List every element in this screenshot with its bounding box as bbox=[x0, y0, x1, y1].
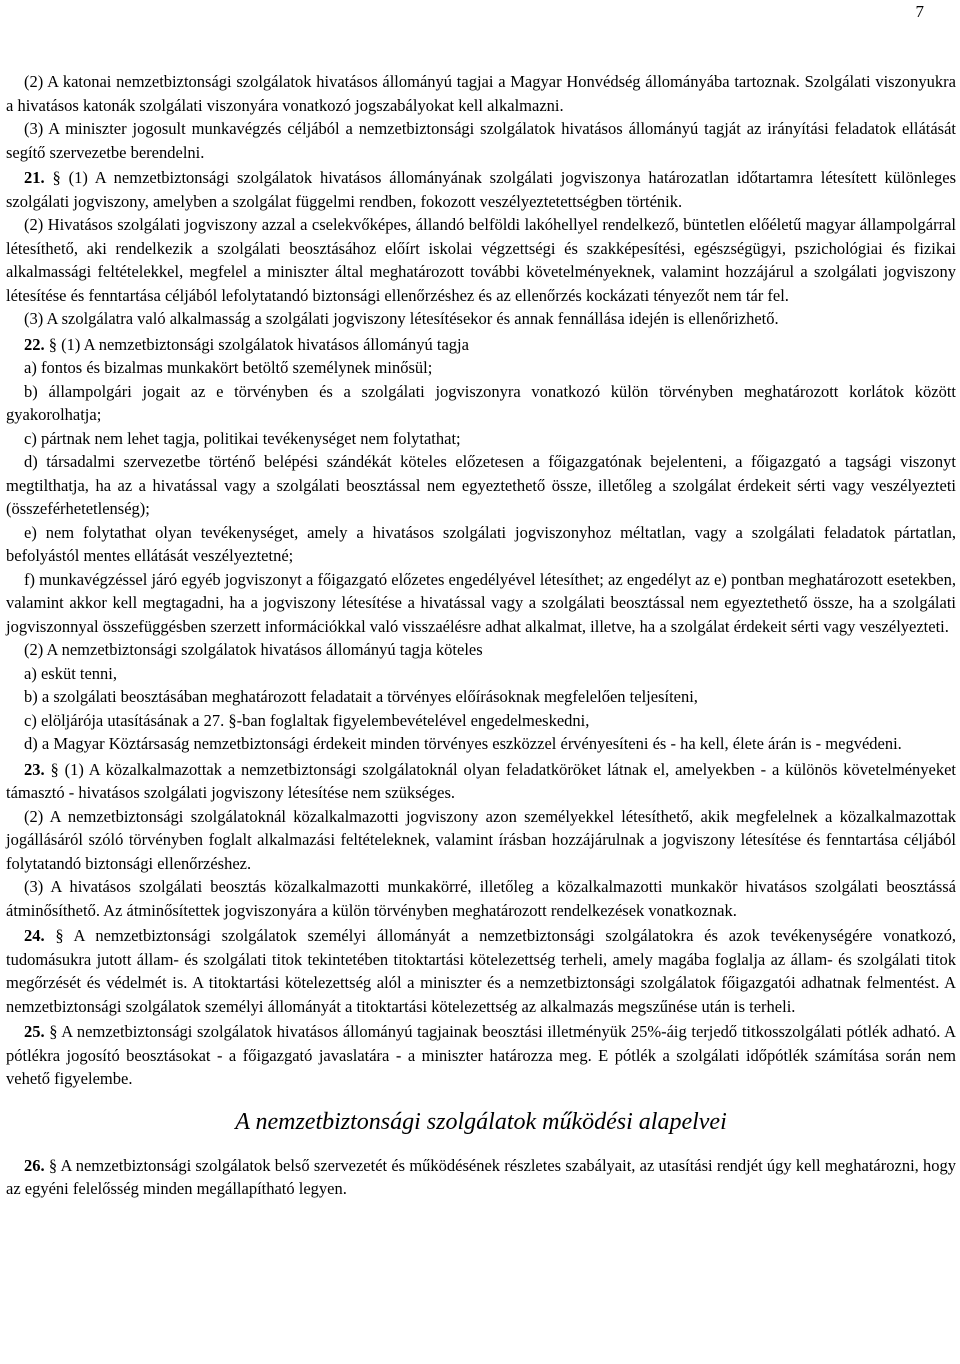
paragraph-text: (3) A hivatásos szolgálati beosztás közalkalmazotti munkakörré, illetőleg a közalkalmazotti munkakör hivatásos szolgálati beosztássá átminősíthető. Az átminősítettek jogviszonyára a külön törvényben meghatározott rendelkezések vonatkoznak. bbox=[6, 877, 956, 920]
paragraph-list bbox=[6, 70, 956, 1091]
paragraph bbox=[6, 875, 956, 922]
paragraph-text: c) elöljárója utasításának a 27. §-ban foglaltak figyelembevételével engedelmeskedni, bbox=[24, 710, 590, 730]
paragraph bbox=[6, 924, 956, 1018]
paragraph bbox=[6, 333, 956, 357]
paragraph bbox=[6, 709, 956, 733]
paragraph-text: § A nemzetbiztonsági szolgálatok hivatásos állományú tagjainak beosztási illetményük 25%-áig terjedő titkosszolgálati pótlék adható. A pótlékra jogosító beosztásokat - a főigazgató javaslatára - a miniszter határozza meg. E pótlék a szolgálati időpótlék számítása során nem vehető figyelembe. bbox=[6, 1022, 957, 1088]
paragraph bbox=[6, 758, 956, 805]
paragraph-text: § A nemzetbiztonsági szolgálatok személyi állományát a nemzetbiztonsági szolgálatokra és azok tevékenységére vonatkozó, tudomásukra jutott állam- és szolgálati titok tekintetében titoktartási kötelezettség terheli, amely magába foglalja az állam- és szolgálati titok megőrzését és védelmét is. A titoktartási kötelezettség alól a miniszter és a nemzetbiztonsági szolgálatok főigazgatói adhatnak felmentést. A nemzetbiztonsági szolgálatok személyi állományát a titoktartási kötelezettség az alkalmazás megszűnése után is terheli. bbox=[6, 926, 956, 1016]
paragraph-text: a) fontos és bizalmas munkakört betöltő személynek minősül; bbox=[24, 358, 433, 377]
paragraph bbox=[6, 166, 956, 213]
paragraph-text: (2) A nemzetbiztonsági szolgálatoknál közalkalmazotti jogviszony azon személyekkel létesíthető, akik megfelelnek a közalkalmazottak jogállásáról szóló törvényben foglalt alkalmazási feltételeknek, valamint írásban hozzájárulnak a jogviszony létesítése és fenntartása céljából folytatandó biztonsági ellenőrzéshez. bbox=[6, 806, 956, 873]
paragraph bbox=[6, 450, 956, 521]
paragraph bbox=[6, 427, 956, 451]
section-number: 21. bbox=[24, 168, 45, 187]
paragraph bbox=[6, 307, 956, 331]
section-heading: A nemzetbiztonsági szolgálatok működési alapelvei bbox=[235, 1108, 727, 1135]
paragraph bbox=[6, 356, 956, 380]
section-number: 26. bbox=[24, 1155, 45, 1175]
paragraph-text: b) a szolgálati beosztásában meghatározott feladatait a törvényes előírásoknak megfelelően teljesíteni, bbox=[24, 687, 698, 706]
paragraph bbox=[6, 380, 956, 427]
paragraph-text: § A nemzetbiztonsági szolgálatok belső szervezetét és működésének részletes szabályait, az utasítási rendjét úgy kell meghatározni, hogy az egyéni felelősség minden megállapítható legyen. bbox=[6, 1155, 957, 1198]
paragraph-text: d) társadalmi szervezetbe történő belépési szándékát köteles előzetesen a főigazgatónak bejelenteni, a főigazgató a tagsági viszonyt megtilthatja, ha az a hivatással vagy a szolgálati beosztással nem egyeztethető össze, illetőleg a szolgálat érdekeit sérti vagy veszélyezteti (összeférhetetlenség); bbox=[6, 452, 956, 518]
section-number: 22. bbox=[24, 334, 45, 354]
paragraph-text: § (1) A nemzetbiztonsági szolgálatok hivatásos állományú tagja bbox=[48, 334, 469, 354]
document-body bbox=[6, 70, 956, 1201]
paragraph-text: e) nem folytathat olyan tevékenységet, amely a hivatásos szolgálati jogviszonyhoz méltatlan, vagy a szolgálati feladatok pártatlan, befolyástól mentes ellátását veszélyeztetné; bbox=[6, 522, 956, 565]
paragraph-text: (2) A nemzetbiztonsági szolgálatok hivatásos állományú tagja köteles bbox=[24, 640, 483, 659]
paragraph-text: § (1) A közalkalmazottak a nemzetbiztonsági szolgálatoknál olyan feladatköröket látnak el, amelyekben - a különös követelményeket támasztó - hivatásos szolgálati jogviszony létesítése nem szükséges. bbox=[6, 759, 956, 802]
paragraph bbox=[6, 732, 956, 756]
paragraph bbox=[6, 70, 956, 117]
paragraph bbox=[6, 1154, 956, 1201]
paragraph-text: (3) A szolgálatra való alkalmasság a szolgálati jogviszony létesítésekor és annak fennállása idején is ellenőrizhető. bbox=[24, 309, 779, 328]
paragraph-text: § (1) A nemzetbiztonsági szolgálatok hivatásos állományának szolgálati jogviszonya határozatlan időtartamra létesített különleges szolgálati jogviszony, amelyben a szolgálat függelmi rendben, fokozott veszélyeztetettségben történik. bbox=[6, 168, 957, 211]
paragraph bbox=[6, 638, 956, 662]
paragraph bbox=[6, 1020, 956, 1091]
paragraph-text: (2) A katonai nemzetbiztonsági szolgálatok hivatásos állományú tagjai a Magyar Honvédség állományába tartoznak. Szolgálati viszonyukra a hivatásos katonák szolgálati viszonyára vonatkozó jogszabályokat kell alkalmazni. bbox=[6, 72, 956, 115]
paragraph bbox=[6, 568, 956, 639]
section-number: 25. bbox=[24, 1022, 45, 1041]
paragraph bbox=[6, 213, 956, 307]
paragraph bbox=[6, 685, 956, 709]
paragraph-text: (2) Hivatásos szolgálati jogviszony azzal a cselekvőképes, állandó belföldi lakóhellyel rendelkező, büntetlen előéletű magyar állampolgárral létesíthető, aki rendelkezik a szolgálati beosztásához előírt iskolai végzettségi és szakképesítési, egészségügyi, pszichológiai és fizikai alkalmassági feltételekkel, megfelel a miniszter által meghatározott további követelményeknek, valamint hozzájárul a szolgálati jogviszony létesítése és fenntartása céljából lefolytatandó biztonsági ellenőrzéshez és az ellenőrzés kockázati tényezőt nem tár fel. bbox=[6, 215, 956, 305]
paragraph bbox=[6, 805, 956, 876]
paragraph-text: (3) A miniszter jogosult munkavégzés céljából a nemzetbiztonsági szolgálatok hivatásos állományú tagját az irányítási feladatok ellátását segítő szervezetbe berendelni. bbox=[6, 119, 956, 162]
paragraph-text: b) állampolgári jogait az e törvényben és a szolgálati jogviszonyra vonatkozó külön törvényben meghatározott korlátok között gyakorolhatja; bbox=[6, 381, 956, 424]
paragraph bbox=[6, 117, 956, 164]
paragraph-text: d) a Magyar Köztársaság nemzetbiztonsági érdekeit minden törvényes eszközzel érvényesíteni és - ha kell, élete árán is - megvédeni. bbox=[24, 734, 902, 753]
section-number: 23. bbox=[24, 759, 45, 779]
paragraph bbox=[6, 521, 956, 568]
paragraph-list-after bbox=[6, 1154, 956, 1201]
section-number: 24. bbox=[24, 926, 45, 945]
paragraph-text: a) esküt tenni, bbox=[24, 663, 118, 683]
paragraph-text: f) munkavégzéssel járó egyéb jogviszonyt a főigazgató előzetes engedélyével létesíthet; az engedélyt az e) pontban meghatározott esetekben, valamint akkor kell megtagadni, ha a jogviszony létesítése a hivatással vagy a szolgálati beosztással nem egyeztethető össze, ha a szolgálati jogviszonnyal összefüggésben szerzett információkkal való visszaélésre adhat alkalmat, illetve, ha a szolgálat érdekeit sérti vagy veszélyezteti. bbox=[6, 569, 956, 636]
paragraph-text: c) pártnak nem lehet tagja, politikai tevékenységet nem folytathat; bbox=[24, 428, 461, 448]
paragraph bbox=[6, 662, 956, 686]
page-number: 7 bbox=[915, 2, 924, 21]
